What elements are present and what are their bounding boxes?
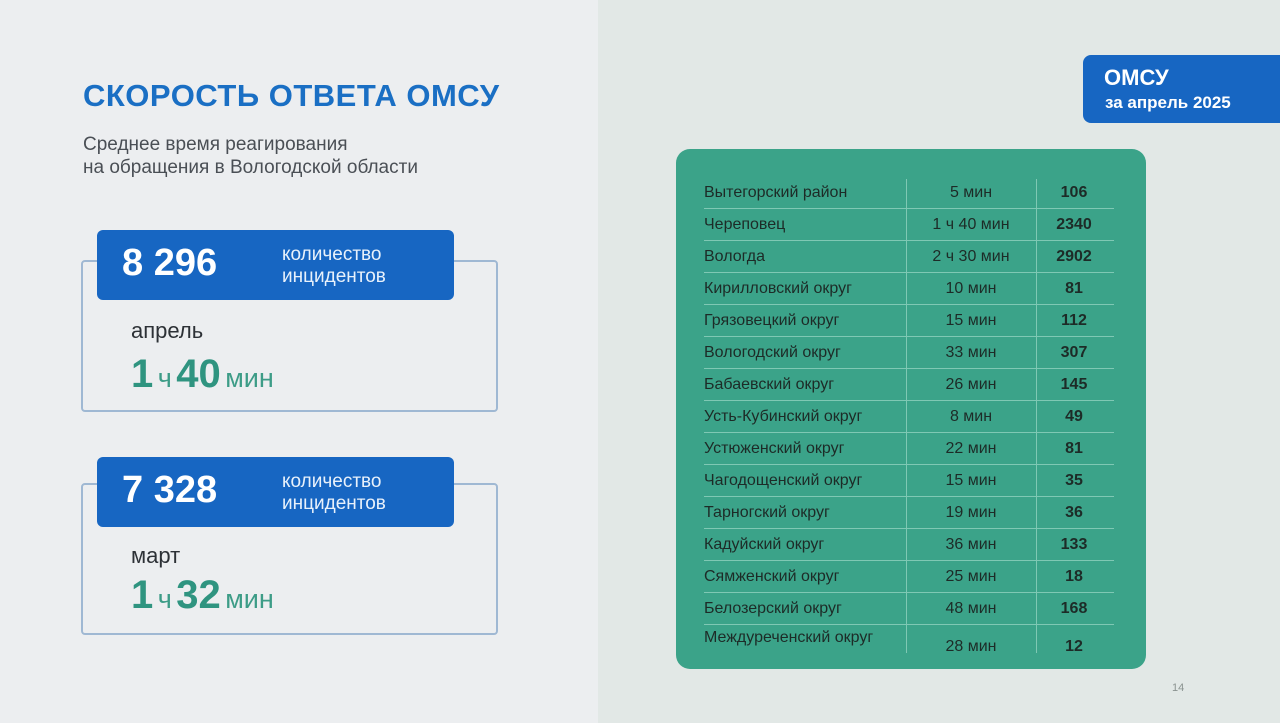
incident-count: 81 — [1065, 440, 1083, 457]
incident-count: 49 — [1065, 408, 1083, 425]
page-title: СКОРОСТЬ ОТВЕТА ОМСУ — [83, 78, 500, 113]
district-name: Вологда — [704, 248, 765, 265]
district-name: Вологодский округ — [704, 344, 841, 361]
district-name: Кирилловский округ — [704, 280, 852, 297]
response-time: 48 мин — [945, 600, 997, 617]
april-incident-badge — [97, 230, 454, 300]
district-name: Кадуйский округ — [704, 536, 825, 553]
incident-count: 81 — [1065, 280, 1083, 297]
table-row — [704, 625, 1114, 669]
april-incident-label-line-1: количество — [282, 244, 382, 265]
table-row — [704, 209, 1114, 241]
omsu-period-badge — [1083, 55, 1280, 123]
april-response-time — [131, 352, 274, 397]
district-name: Междуреченский округ — [704, 629, 874, 646]
subtitle — [83, 133, 418, 179]
april-hours: 1 — [131, 352, 154, 396]
march-incident-label — [282, 471, 386, 515]
response-time: 8 мин — [949, 408, 993, 425]
table-rows — [704, 177, 1114, 669]
subtitle-line-1: Среднее время реагирования — [83, 134, 348, 155]
march-month-label: март — [131, 543, 181, 568]
table-row — [704, 401, 1114, 433]
april-incident-label — [282, 244, 386, 288]
omsu-badge-title: ОМСУ — [1104, 65, 1169, 90]
table-row — [704, 177, 1114, 209]
table-row — [704, 593, 1114, 625]
districts-table — [676, 149, 1146, 669]
incident-count: 2902 — [1056, 248, 1092, 265]
response-time: 22 мин — [945, 440, 997, 457]
april-minutes-unit: мин — [225, 363, 274, 393]
april-hours-unit: ч — [157, 363, 172, 393]
march-minutes: 32 — [176, 573, 221, 617]
district-name: Грязовецкий округ — [704, 312, 840, 329]
incident-count: 133 — [1060, 536, 1088, 553]
incident-count: 35 — [1065, 472, 1083, 489]
table-row — [704, 273, 1114, 305]
table-row — [704, 561, 1114, 593]
march-hours: 1 — [131, 573, 154, 617]
response-time: 36 мин — [945, 536, 997, 553]
april-minutes: 40 — [176, 352, 221, 396]
subtitle-line-2: на обращения в Вологодской области — [83, 157, 418, 178]
response-time: 10 мин — [945, 280, 997, 297]
march-hours-unit: ч — [157, 584, 172, 614]
table-row — [704, 369, 1114, 401]
incident-count: 112 — [1061, 312, 1087, 329]
response-time: 33 мин — [945, 344, 997, 361]
march-minutes-unit: мин — [225, 584, 274, 614]
response-time: 15 мин — [945, 472, 997, 489]
district-name: Тарногский округ — [704, 504, 830, 521]
incident-count: 36 — [1065, 504, 1083, 521]
district-name: Вытегорский район — [704, 184, 848, 201]
district-name: Усть-Кубинский округ — [704, 408, 863, 425]
district-name: Бабаевский округ — [704, 376, 835, 393]
incident-count: 2340 — [1056, 216, 1092, 233]
district-name: Белозерский округ — [704, 600, 842, 617]
table-row — [704, 305, 1114, 337]
incident-count: 12 — [1065, 638, 1083, 655]
response-time: 1 ч 40 мин — [932, 216, 1010, 233]
response-time: 15 мин — [945, 312, 997, 329]
response-time: 28 мин — [945, 638, 997, 655]
page-number: 14 — [1172, 682, 1185, 694]
incident-count: 145 — [1060, 376, 1088, 393]
incident-count: 168 — [1060, 600, 1088, 617]
march-incident-count: 7 328 — [122, 469, 218, 511]
table-row — [704, 433, 1114, 465]
april-incident-count: 8 296 — [122, 242, 218, 284]
table-row — [704, 497, 1114, 529]
response-time: 25 мин — [945, 568, 997, 585]
table-row — [704, 241, 1114, 273]
district-name: Череповец — [704, 216, 786, 233]
district-name: Устюженский округ — [704, 440, 845, 457]
april-incident-label-line-2: инцидентов — [282, 266, 386, 287]
response-time: 26 мин — [945, 376, 997, 393]
response-time: 2 ч 30 мин — [932, 248, 1010, 265]
incident-count: 106 — [1060, 184, 1088, 201]
district-name: Чагодощенский округ — [704, 472, 863, 489]
table-row — [704, 337, 1114, 369]
incident-count: 307 — [1060, 344, 1088, 361]
district-name: Сямженский округ — [704, 568, 840, 585]
table-row — [704, 529, 1114, 561]
march-incident-label-line-1: количество — [282, 471, 382, 492]
response-time: 19 мин — [945, 504, 997, 521]
incident-count: 18 — [1065, 568, 1083, 585]
response-time: 5 мин — [949, 184, 993, 201]
march-incident-label-line-2: инцидентов — [282, 493, 386, 514]
april-month-label: апрель — [131, 318, 204, 343]
omsu-badge-subtitle: за апрель 2025 — [1105, 93, 1231, 112]
march-response-time — [131, 573, 274, 618]
march-incident-badge — [97, 457, 454, 527]
table-row — [704, 465, 1114, 497]
